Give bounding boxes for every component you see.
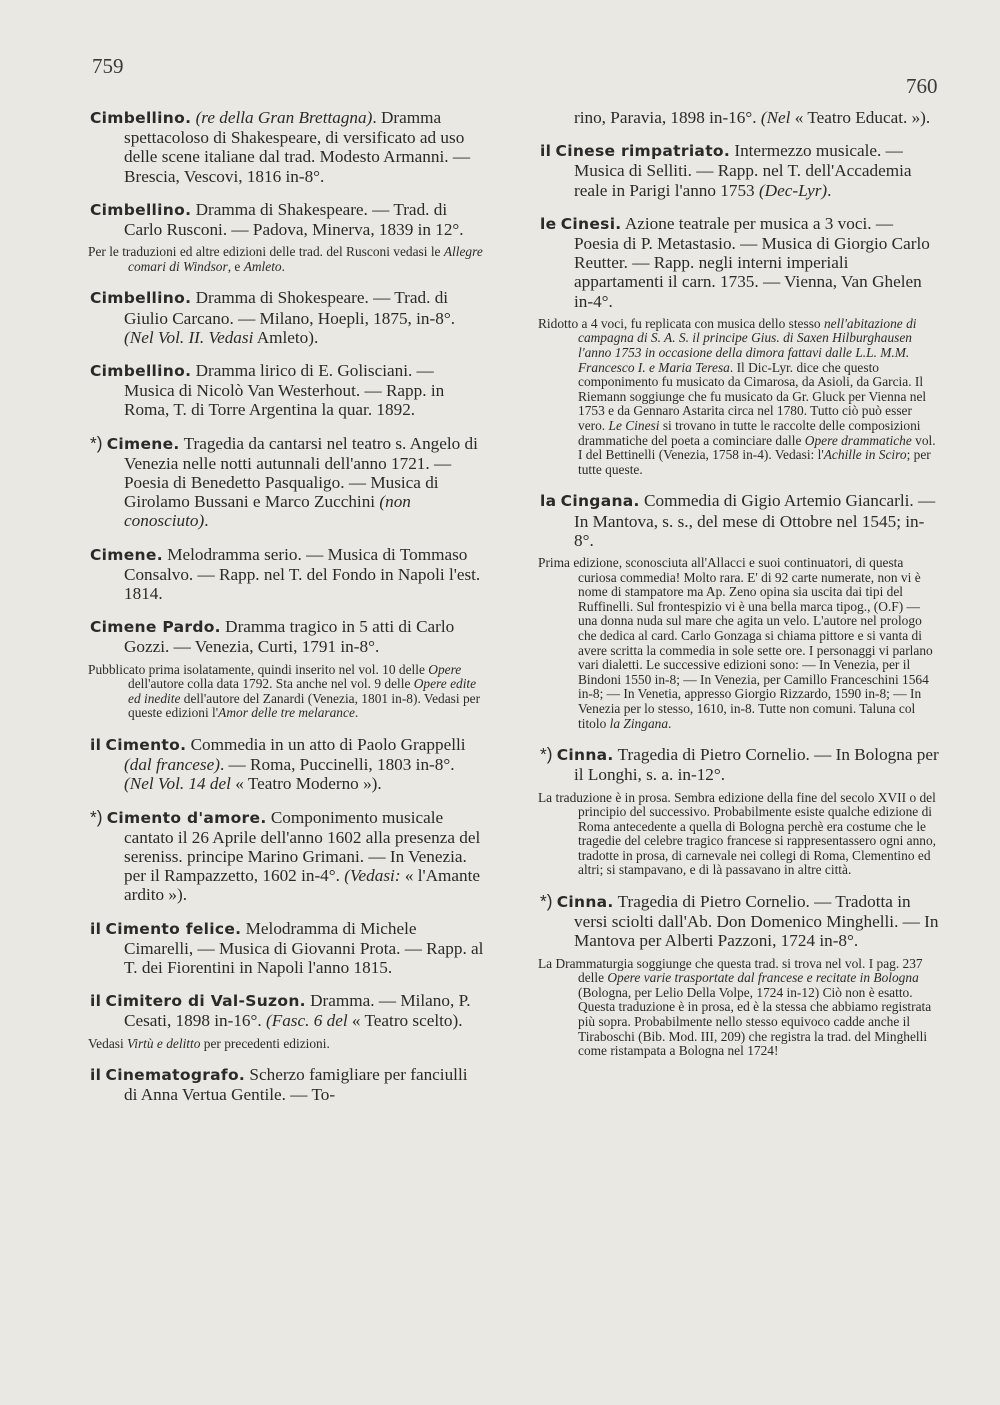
entry-text: Melodramma di Michele Cimarelli, — Musica di Giovanni Prota. — Rapp. al T. dei Fiorentini in Napoli l'anno 1815. xyxy=(124,918,484,978)
italic-text: Amleto xyxy=(243,258,282,274)
entry-text: Tragedia di Pietro Cornelio. — In Bologna per il Longhi, s. a. in-12°. xyxy=(574,745,939,785)
entry-headword: Cimento d'amore. xyxy=(106,808,267,827)
entry-text: . xyxy=(827,180,832,200)
entry-article: le xyxy=(540,214,557,233)
entry-headword: Cimbellino. xyxy=(90,362,192,381)
entry-body xyxy=(88,735,484,794)
entry-note xyxy=(538,556,940,731)
page-number-left: 759 xyxy=(92,54,124,78)
entry-text: . — Roma, Puccinelli, 1803 in-8°. xyxy=(219,755,455,775)
entry-text: Prima edizione, sconosciuta all'Allacci e suoi continuatori, di questa curiosa commedia! Molto rara. E' di 92 carte numerate, non vi è nome di stampatore ma Ap. Zeno opina sia uscita dai tipi del Ruffinelli. Sul frontespizio vi è una bella marca tipog., (O.F) — una donna nuda sul mare che agita un velo. L'autore nel prologo che dedica al card. Carlo Gonzaga si chiama pittore e si vanta di avere scritta la commedia in sole sette ore. I personaggi vi parlano vari dialetti. Le successive edizioni sono: — In Venezia, per il Bindoni 1550 in-8; — In Venezia, per Camillo Franceschini 1564 in-8; — In Venetia, appresso Giorgio Rizzardo, 1590 in-8; — In Venezia per lo stesso, 1610, in-8. Tutte non comuni. Taluna col titolo xyxy=(538,554,933,731)
entry-note xyxy=(538,791,940,879)
dictionary-entry xyxy=(538,214,940,478)
asterisk-marker: *) xyxy=(540,891,553,912)
page-number-right: 760 xyxy=(906,74,938,98)
italic-text: (dal francese) xyxy=(124,755,220,775)
entry-headword: Cinna. xyxy=(556,893,614,912)
entry-article: la xyxy=(540,492,557,511)
dictionary-entry xyxy=(88,545,484,604)
entry-body xyxy=(88,434,484,531)
entry-text: Amleto). xyxy=(253,327,319,347)
italic-text: (Nel Vol. II. Vedasi xyxy=(124,327,254,347)
entry-text: dell'autore del Zanardi (Venezia, 1801 in-8). Vedasi per queste edizioni l' xyxy=(128,690,481,721)
entry-text: . xyxy=(354,705,359,721)
asterisk-marker: *) xyxy=(540,744,553,765)
entry-body xyxy=(88,545,484,604)
dictionary-entry xyxy=(88,288,484,347)
entry-body xyxy=(88,200,484,239)
entry-body xyxy=(88,617,484,656)
italic-text: Achille in Sciro xyxy=(823,447,907,463)
entry-body xyxy=(538,108,940,127)
entry-headword: Cimento. xyxy=(105,736,187,755)
entry-text: Commedia di Gigio Artemio Giancarli. — In Mantova, s. s., del mese di Ottobre nel 1545; in-8°. xyxy=(574,491,936,550)
entry-text: vol. I del Bettinelli (Venezia, 1758 in-4). Vedasi: l' xyxy=(578,432,936,463)
entry-text: rino, Paravia, 1898 in-16°. xyxy=(574,108,761,127)
italic-text: (Fasc. 6 del xyxy=(265,1011,348,1031)
entry-headword: Cimbellino. xyxy=(90,289,192,308)
entry-body xyxy=(538,141,940,200)
entry-text: La traduzione è in prosa. Sembra edizione della fine del secolo XVII o del principio del successivo. Probabilmente esiste qualche edizione di Roma antecedente a quella di Bologna perchè era costume che le tragedie del celebre tragico francese si rappresentassero ogni anno, tradotte in prosa, di carnevale nei collegi di Roma, Clementino ed altri; si stampavano, e di là passavano in altre città. xyxy=(538,789,937,878)
italic-text: (Vedasi: xyxy=(344,866,401,886)
italic-text: (Nel Vol. 14 del xyxy=(124,774,231,794)
dictionary-entry xyxy=(88,434,484,531)
italic-text: Opere varie trasportate dal francese e recitate in Bologna xyxy=(607,970,919,986)
dictionary-entry xyxy=(88,361,484,420)
entry-text: . Dramma spettacoloso di Shakespeare, di versificato ad uso delle scene italiane dal trad. Modesto Armanni. — Brescia, Vescovi, 1816 in-8°. xyxy=(124,108,471,186)
asterisk-marker: *) xyxy=(90,432,103,453)
entry-body xyxy=(538,491,940,550)
italic-text: Allegre comari di Windsor xyxy=(128,244,483,274)
entry-headword: Cimbellino. xyxy=(90,109,192,127)
dictionary-entry xyxy=(88,735,484,794)
dictionary-entry xyxy=(538,892,940,1059)
entry-body xyxy=(88,808,484,905)
entry-text: si trovano in tutte le raccolte delle composizioni drammatiche del poeta a cominciare dalle xyxy=(578,417,921,448)
entry-text: Melodramma serio. — Musica di Tommaso Consalvo. — Rapp. nel T. del Fondo in Napoli l'est. 1814. xyxy=(124,544,481,604)
entry-text: per precedenti edizioni. xyxy=(200,1035,330,1051)
dictionary-entry xyxy=(538,491,940,731)
right-column xyxy=(538,108,940,1073)
entry-body xyxy=(88,1065,484,1104)
entry-headword: Cimento felice. xyxy=(105,919,242,938)
entry-text: Vedasi xyxy=(88,1035,128,1051)
entry-headword: Cimene. xyxy=(90,545,163,564)
entry-text: Commedia in un atto di Paolo Grappelli xyxy=(186,735,466,755)
entry-text: Pubblicato prima isolatamente, quindi inserito nel vol. 10 delle xyxy=(88,661,429,677)
italic-text: la Zingana xyxy=(609,715,669,731)
entry-article: il xyxy=(90,919,102,938)
entry-text: Scherzo famigliare per fanciulli di Anna Vertua Gentile. — To- xyxy=(124,1065,468,1105)
entry-text: Azione teatrale per musica a 3 voci. — Poesia di P. Metastasio. — Musica di Giorgio Carlo Reutter. — Rapp. negli interni imperiali appartamenti il carn. 1735. — Vienna, Van Ghelen in-4°. xyxy=(574,213,930,311)
entry-text: Tragedia di Pietro Cornelio. — Tradotta in versi sciolti dall'Ab. Don Domenico Minghelli. — In Mantova per Alberti Pazzoni, 1724 in-8°. xyxy=(574,892,939,951)
entry-body xyxy=(88,108,484,186)
entry-article: il xyxy=(90,992,102,1011)
entry-body xyxy=(538,892,940,951)
entry-text: « Teatro scelto). xyxy=(347,1011,463,1031)
left-column xyxy=(88,108,484,1119)
entry-article: il xyxy=(90,1066,102,1085)
entry-body xyxy=(88,919,484,978)
entry-headword: Cimene. xyxy=(106,434,180,453)
dictionary-entry xyxy=(88,617,484,721)
entry-body xyxy=(88,288,484,347)
dictionary-entry xyxy=(88,991,484,1051)
asterisk-marker: *) xyxy=(90,806,103,827)
entry-text: Dramma di Shakespeare. — Trad. di Carlo Rusconi. — Padova, Minerva, 1839 in 12°. xyxy=(124,199,464,240)
italic-text: Virtù e delitto xyxy=(127,1035,201,1051)
entry-note xyxy=(88,663,484,721)
entry-note xyxy=(538,957,940,1059)
entry-text: dell'autore colla data 1792. Sta anche nel vol. 9 delle xyxy=(128,676,414,692)
entry-headword: Cimbellino. xyxy=(90,200,192,219)
dictionary-entry xyxy=(88,808,484,905)
dictionary-entry xyxy=(538,745,940,878)
entry-text: Dramma di Shokespeare. — Trad. di Giulio Carcano. — Milano, Hoepli, 1875, in-8°. xyxy=(124,288,456,328)
dictionary-entry xyxy=(88,108,484,186)
entry-text: Dramma tragico in 5 atti di Carlo Gozzi. — Venezia, Curti, 1791 in-8°. xyxy=(124,617,455,657)
entry-body xyxy=(538,214,940,311)
entry-text: . xyxy=(281,258,285,274)
entry-text: . Il Dic-Lyr. dice che questo componimento fu musicato da Cimarosa, da Asioli, da Garcia. Il Riemann soggiunge che fu musicato da Gr. Gluck per Vienna nel 1753 e da Gennaro Astarita circa nel 1780. Tutto ciò può esser vero. xyxy=(578,359,927,433)
entry-text: Tragedia da cantarsi nel teatro s. Angelo di Venezia nelle notti autunnali dell'anno 1721. — Poesia di Benedetto Pasqualigo. — Musica di Girolamo Bussani e Marco Zucchini xyxy=(124,433,478,512)
italic-text: Amor delle tre melarance xyxy=(218,705,355,721)
dictionary-entry xyxy=(88,919,484,978)
entry-text: « Teatro Educat. »). xyxy=(790,108,931,127)
entry-body xyxy=(88,991,484,1030)
italic-text: Le Cinesi xyxy=(608,417,660,433)
dictionary-entry xyxy=(88,1065,484,1104)
italic-text: Opere edite ed inedite xyxy=(128,676,477,706)
entry-text: . xyxy=(204,511,209,531)
italic-text: (Dec-Lyr) xyxy=(758,180,828,200)
dictionary-entry xyxy=(538,108,940,127)
entry-text: La Drammaturgia soggiunge che questa trad. si trova nel vol. I pag. 237 delle xyxy=(538,955,923,986)
entry-text: Per le traduzioni ed altre edizioni delle trad. del Rusconi vedasi le xyxy=(88,244,444,260)
entry-text: Componimento musicale cantato il 26 Aprile dell'anno 1602 alla presenza del sereniss. principe Marino Grimani. — In Venezia. per il Rampazzetto, 1602 in-4°. xyxy=(124,807,481,886)
entry-headword: Cinese rimpatriato. xyxy=(555,142,731,161)
entry-headword: Cinna. xyxy=(556,746,614,765)
entry-text: « l'Amante ardito »). xyxy=(124,866,481,905)
entry-text: ; per tutte queste. xyxy=(578,447,931,477)
italic-text: Opere xyxy=(428,661,462,677)
entry-article: il xyxy=(90,736,102,755)
entry-text: Ridotto a 4 voci, fu replicata con musica dello stesso xyxy=(538,315,824,331)
entry-text: . xyxy=(668,715,672,731)
entry-text: (Bologna, per Lelio Della Volpe, 1724 in-12) Ciò non è esatto. Questa traduzione è in prosa, ed è la stessa che abbiamo registrata più sopra. Probabilmente nello stesso equivoco cadde anche il Tiraboschi (Bib. Mod. III, 209) che registra la trad. del Minghelli come ristampata a Bologna nel 1724! xyxy=(578,984,932,1059)
dictionary-entry xyxy=(88,200,484,275)
entry-body xyxy=(88,361,484,420)
italic-text: (Nel xyxy=(760,108,791,127)
italic-text: Opere drammatiche xyxy=(804,432,912,448)
entry-note xyxy=(88,245,484,274)
entry-headword: Cingana. xyxy=(560,492,640,511)
entry-text: Dramma lirico di E. Golisciani. — Musica di Nicolò Van Westerhout. — Rapp. in Roma, T. di Torre Argentina la quar. 1892. xyxy=(124,361,445,420)
entry-headword: Cimene Pardo. xyxy=(90,618,221,637)
entry-headword: Cimitero di Val-Suzon. xyxy=(105,992,306,1011)
entry-text: Dramma. — Milano, P. Cesati, 1898 in-16°. xyxy=(124,991,471,1031)
entry-headword: Cinematografo. xyxy=(105,1066,246,1085)
italic-text: (re della Gran Brettagna) xyxy=(195,108,373,127)
entry-article: il xyxy=(540,142,552,161)
entry-note xyxy=(538,317,940,478)
entry-text: « Teatro Moderno »). xyxy=(230,774,382,794)
italic-text: (non conosciuto) xyxy=(124,492,411,531)
entry-text: , e xyxy=(227,258,244,274)
italic-text: nell'abitazione di campagna di S. A. S. il principe Gius. di Saxen Hilburghausen l'anno 1753 in occasione della dimora fattavi dalle L.L. M.M. Francesco I. e Maria Teresa xyxy=(578,315,917,375)
entry-headword: Cinesi. xyxy=(560,214,622,233)
entry-note xyxy=(88,1037,484,1052)
entry-text: Intermezzo musicale. — Musica di Selliti. — Rapp. nel T. dell'Accademia reale in Parigi l'anno 1753 xyxy=(574,141,912,200)
dictionary-entry xyxy=(538,141,940,200)
entry-body xyxy=(538,745,940,784)
